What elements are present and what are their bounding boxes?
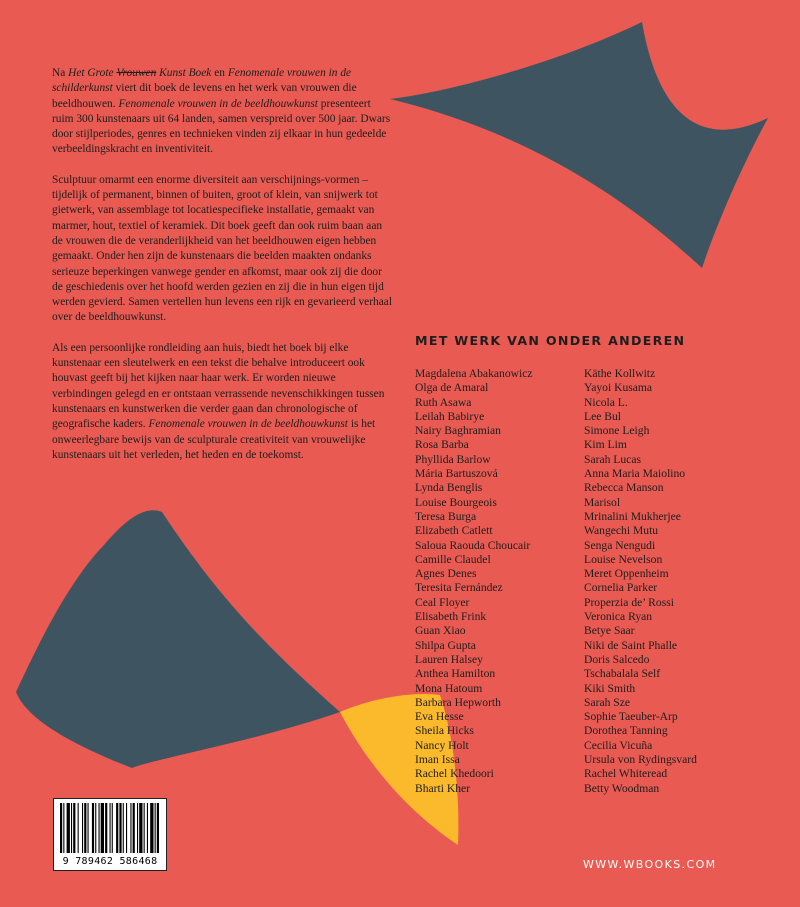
isbn-number: 9 789462 586468 <box>62 856 158 867</box>
artist-name: Nicola L. <box>584 395 628 409</box>
intro-text-span: Na <box>52 67 69 79</box>
barcode-bar <box>157 803 159 853</box>
barcode-bar <box>137 803 138 853</box>
intro-text-span: is het onweerlegbare bewijs van de sculpturale creativiteit van vrouwelijke kunstenaars uit het verleden, het heden en de toekomst. <box>52 418 376 461</box>
artist-name: Teresa Burga <box>415 509 477 523</box>
artist-name: Sheila Hicks <box>415 724 474 738</box>
artist-name: Wangechi Mutu <box>584 524 659 538</box>
artist-name: Ceal Floyer <box>415 595 470 609</box>
artist-name: Ursula von Rydingsvard <box>584 753 697 767</box>
barcode-bar <box>155 803 156 853</box>
barcode-bar <box>92 803 94 853</box>
artist-name: Rosa Barba <box>415 438 469 452</box>
artist-name: Lauren Halsey <box>415 652 483 666</box>
intro-paragraph-2: Sculptuur omarmt een enorme diversiteit aan verschijnings-vormen – tijdelijk of permanent, binnen of buiten, groot of klein, van snijwerk tot gietwerk, van assemblage tot locatiespecifieke installatie, gemaakt van marmer, hout, textiel of keramiek. Dit boek geeft dan ook ruim baan aan de vrouwen die de veranderlijkheid van het beeldhouwen eigen hebben gemaakt. Onder hen zijn de kunstenaars die beelden maakten ondanks serieuze beperkingen vanwege gender en afkomst, maar ook zij die door de geschiedenis over het hoofd werden gezien en zij die in hun eigen tijd werden gevierd. Samen vertellen hun levens een rijk en gevarieerd verhaal over de beeldhouwkunst. <box>52 173 392 324</box>
barcode-bar <box>126 803 127 853</box>
barcode-bar <box>95 803 96 853</box>
barcode <box>53 798 167 871</box>
artist-name: Iman Issa <box>415 753 460 767</box>
artist-name: Shilpa Gupta <box>415 638 476 652</box>
barcode-bar <box>110 803 111 853</box>
artist-name: Elisabeth Frink <box>415 610 487 624</box>
artist-name: Sarah Lucas <box>584 452 641 466</box>
barcode-bar <box>99 803 100 853</box>
artist-name: Cornelia Parker <box>584 581 658 595</box>
artist-name: Kiki Smith <box>584 681 636 695</box>
artist-name: Olga de Amaral <box>415 381 489 395</box>
barcode-bar <box>105 803 107 853</box>
artist-name: Tschabalala Self <box>584 667 661 681</box>
artist-name: Barbara Hepworth <box>415 695 501 709</box>
intro-text-span: en <box>211 67 228 79</box>
artist-name: Niki de Saint Phalle <box>584 638 678 652</box>
artist-name: Kim Lim <box>584 438 627 452</box>
artist-name: Phyllida Barlow <box>415 452 491 466</box>
artist-name: Elizabeth Catlett <box>415 524 493 538</box>
book-title-sculpture: Fenomenale vrouwen in de beeldhouwkunst <box>118 97 318 110</box>
artist-list-column-1 <box>415 367 533 796</box>
book-title-painting: Fenomenale vrouwen in de schilderkunst <box>52 67 352 95</box>
book-title-struck-word: Vrouwen <box>116 67 157 79</box>
artist-name: Betty Woodman <box>584 781 660 795</box>
artist-name: Mrinalini Mukherjee <box>584 509 681 523</box>
artist-list-column-2 <box>584 367 697 796</box>
artist-name: Cecilia Vicuña <box>584 738 653 752</box>
barcode-bar <box>71 803 72 853</box>
barcode-bar <box>101 803 104 853</box>
artist-name: Doris Salcedo <box>584 652 650 666</box>
intro-text-span: Als een persoonlijke rondleiding aan huis, biedt het boek bij elke kunstenaar een sleutelwerk en een tekst die behalve introduceert ook houvast geeft bij het kijken naar haar werk. Er worden nieuwe verbindingen gelegd en er ontstaan verrassende nevenschikkingen tussen kunstenaars en kunstwerken die verder gaan dan chronologische of geografische kaders. <box>52 341 385 431</box>
barcode-bar <box>150 803 153 853</box>
artist-name: Nancy Holt <box>415 738 469 752</box>
artist-name: Anna Maria Maiolino <box>584 467 686 481</box>
artist-name: Sarah Sze <box>584 695 631 709</box>
intro-text-span: presenteert ruim 300 kunstenaars uit 64 landen, samen verspreid over 500 jaar. Dwars door stijlperiodes, genres en technieken vinden zij elkaar in hun gedeelde verbeeldingskracht en inventiviteit. <box>52 97 391 156</box>
artist-name: Lynda Benglis <box>415 481 483 495</box>
artist-name: Magdalena Abakanowicz <box>415 367 533 380</box>
intro-paragraph-3 <box>52 341 392 463</box>
artist-name: Meret Oppenheim <box>584 567 669 581</box>
artist-name: Properzia de’ Rossi <box>584 595 674 609</box>
artists-heading: MET WERK VAN ONDER ANDEREN <box>415 333 686 348</box>
slate-shape-top <box>390 22 768 268</box>
artist-name: Lee Bul <box>584 409 622 423</box>
artist-name: Veronica Ryan <box>584 610 653 624</box>
artist-name: Marisol <box>584 495 621 509</box>
artist-name: Dorothea Tanning <box>584 724 668 738</box>
artist-name: Mona Hatoum <box>415 681 483 695</box>
barcode-bar <box>82 803 83 853</box>
barcode-bar <box>63 803 64 853</box>
artist-name: Eva Hesse <box>415 710 464 724</box>
barcode-bar <box>116 803 118 853</box>
artist-name: Yayoi Kusama <box>584 381 653 395</box>
intro-text-span: viert dit boek de levens en het werk van vrouwen die beeldhouwen. <box>52 82 357 110</box>
barcode-bar <box>84 803 86 853</box>
artist-name: Rachel Khedoori <box>415 767 494 781</box>
intro-paragraph-1 <box>52 66 392 158</box>
artist-name: Agnes Denes <box>415 567 477 581</box>
intro-text <box>52 66 392 478</box>
artist-name: Nairy Baghramian <box>415 424 501 438</box>
artist-name: Mária Bartuszová <box>415 467 498 481</box>
artist-name: Betye Saar <box>584 624 635 638</box>
artist-name: Rachel Whiteread <box>584 767 668 781</box>
barcode-bar <box>73 803 75 853</box>
website-url: WWW.WBOOKS.COM <box>583 858 717 871</box>
barcode-bar <box>133 803 135 853</box>
slate-shape-bottom <box>16 510 340 768</box>
artist-name: Senga Nengudi <box>584 538 656 552</box>
barcode-bar <box>119 803 121 853</box>
artist-name: Rebecca Manson <box>584 481 664 495</box>
barcode-bar <box>88 803 89 853</box>
barcode-bar <box>67 803 70 853</box>
barcode-bar <box>144 803 145 853</box>
artist-name: Leilah Babirye <box>415 409 485 423</box>
book-title-big-art-book-end: Kunst Boek <box>156 67 212 79</box>
artist-name: Camille Claudel <box>415 552 491 566</box>
artist-name: Guan Xiao <box>415 624 466 638</box>
book-title-big-art-book: Het Grote <box>68 67 117 79</box>
barcode-bar <box>60 803 62 853</box>
barcode-bar <box>147 803 148 853</box>
artist-name: Käthe Kollwitz <box>584 367 656 380</box>
artist-name: Louise Nevelson <box>584 552 663 566</box>
barcode-bar <box>78 803 79 853</box>
artist-name: Bharti Kher <box>415 781 471 795</box>
barcode-bar <box>123 803 124 853</box>
artist-name: Simone Leigh <box>584 424 650 438</box>
artist-name: Ruth Asawa <box>415 395 472 409</box>
book-title-sculpture: Fenomenale vrouwen in de beeldhouwkunst <box>148 418 348 431</box>
artist-name: Teresita Fernández <box>415 581 503 595</box>
barcode-bar <box>139 803 142 853</box>
artist-name: Saloua Raouda Choucair <box>415 538 531 552</box>
barcode-bar <box>130 803 131 853</box>
artist-name: Sophie Taeuber-Arp <box>584 710 678 724</box>
barcode-bars <box>58 803 162 853</box>
artist-name: Louise Bourgeois <box>415 495 497 509</box>
barcode-bar <box>112 803 113 853</box>
artist-name: Anthea Hamilton <box>415 667 496 681</box>
